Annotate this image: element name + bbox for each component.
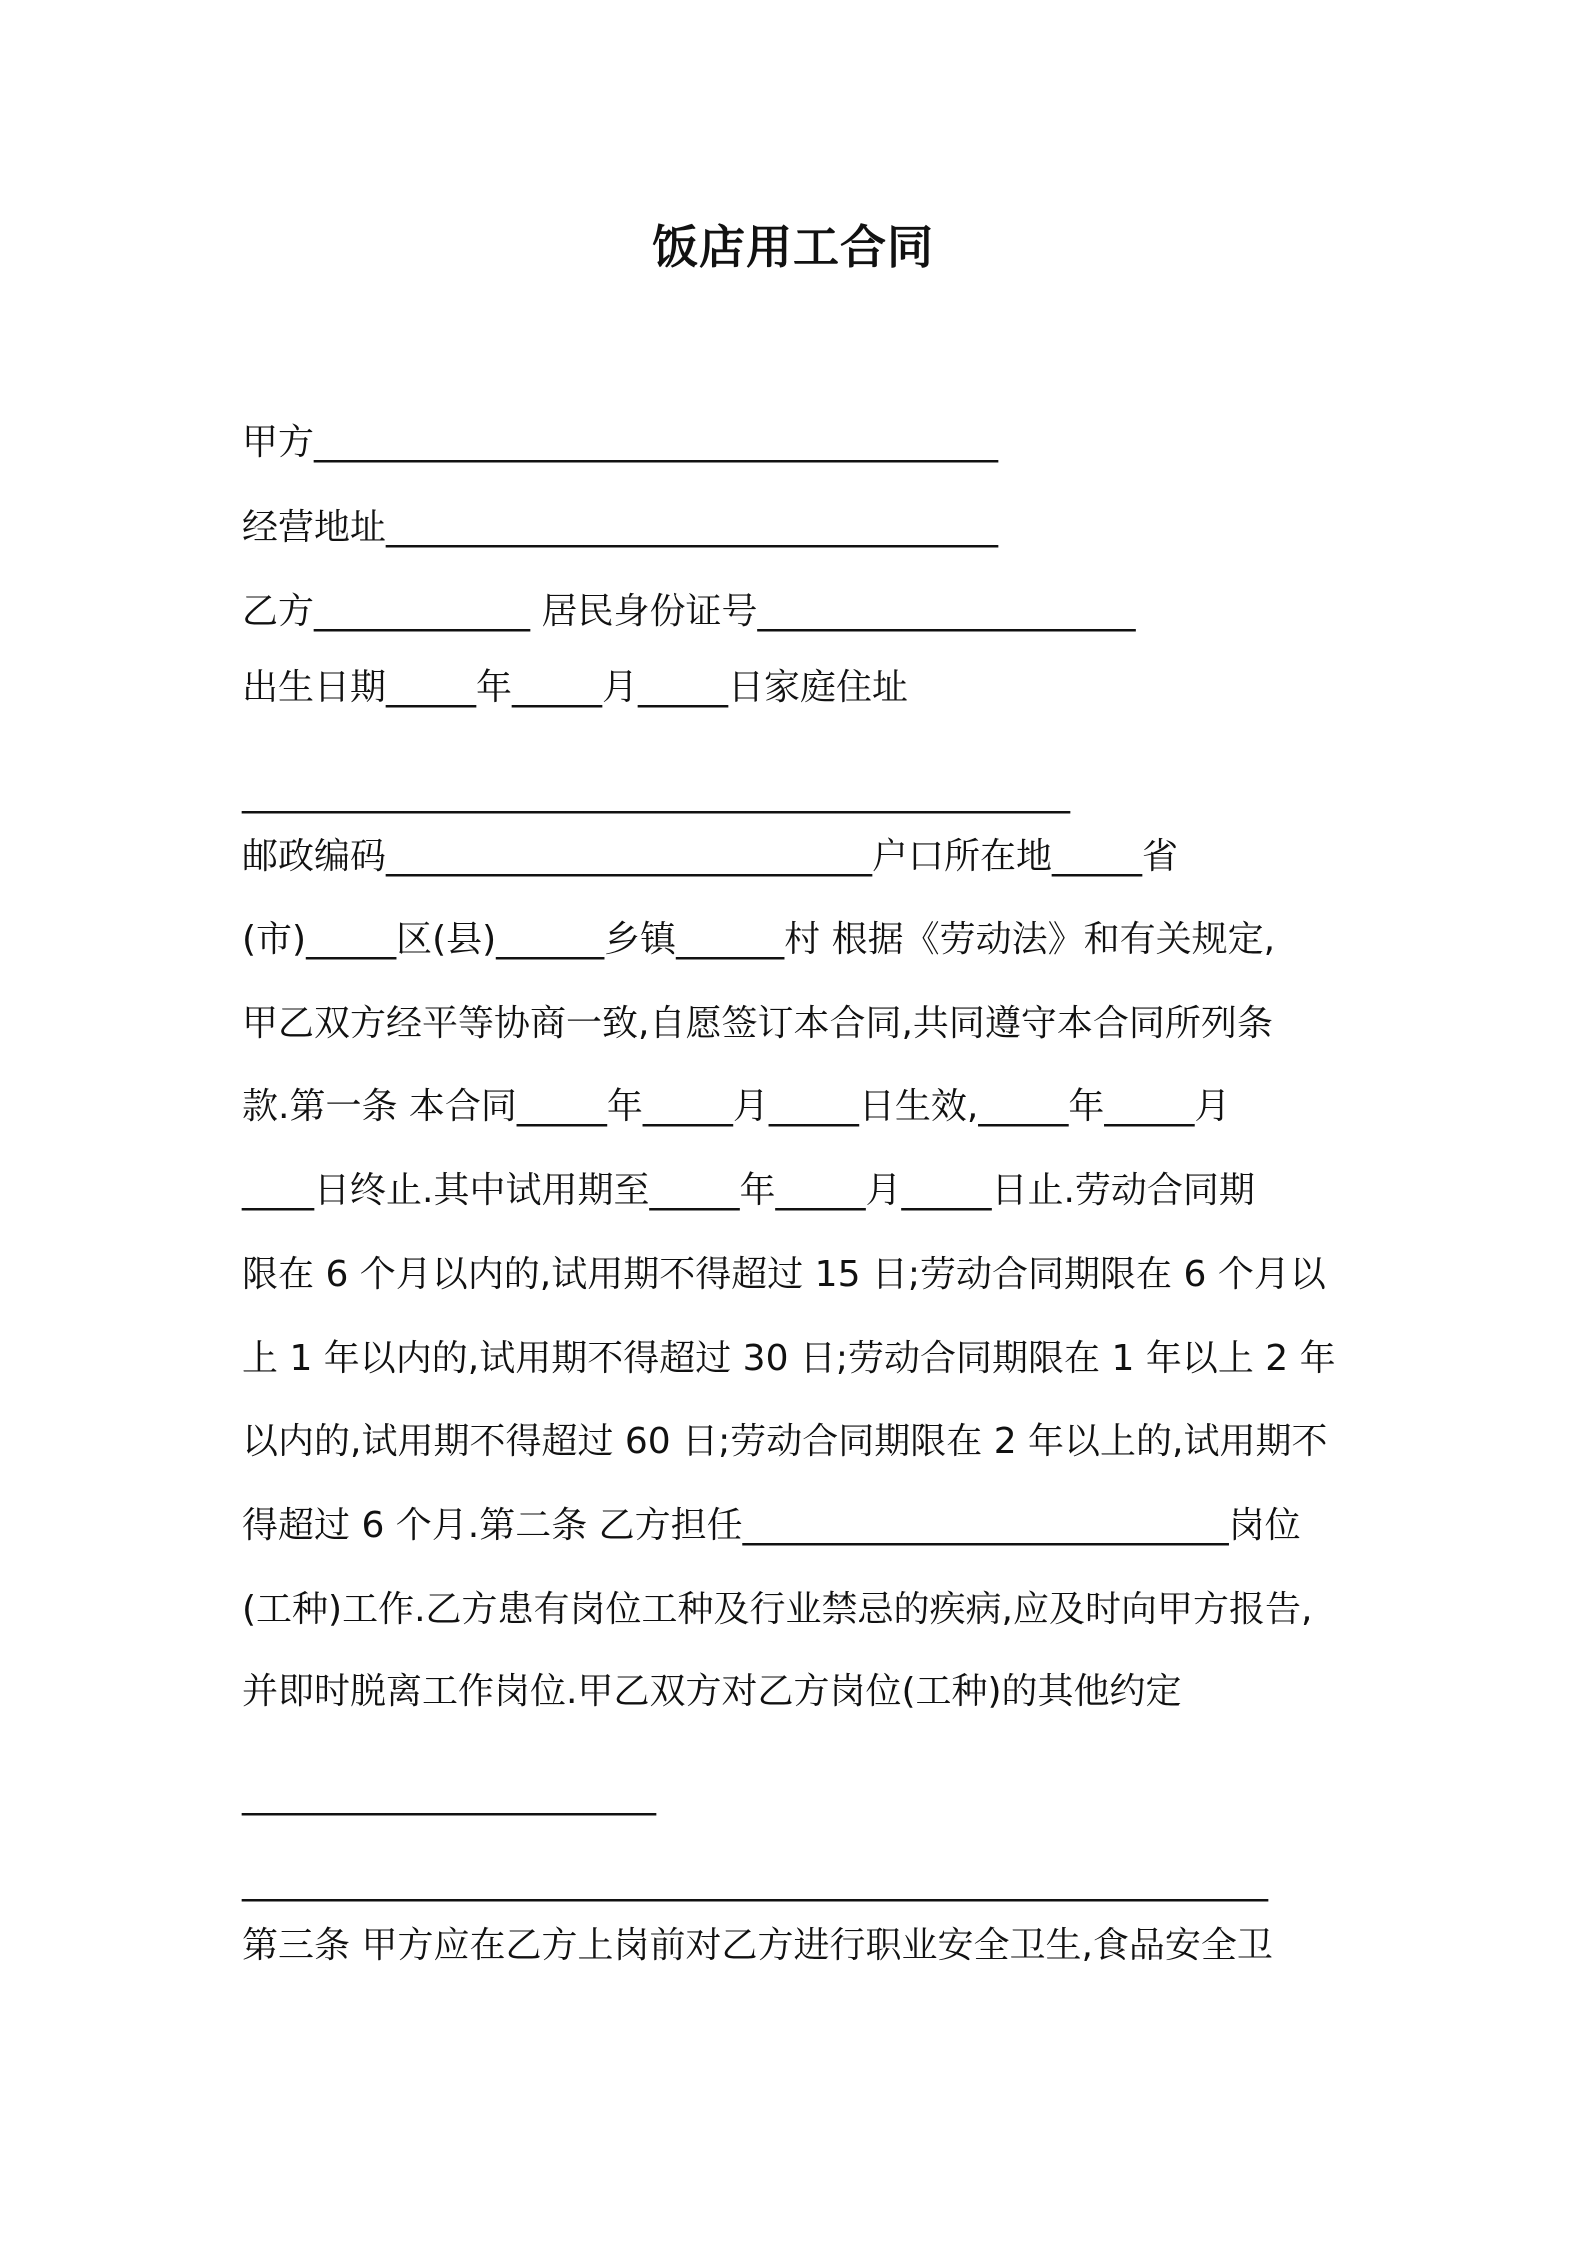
paragraph-line: 以内的,试用期不得超过 60 日;劳动合同期限在 2 年以上的,试用期不 bbox=[242, 1421, 1328, 1462]
birth-date-line: 出生日期_____年_____月_____日家庭住址 bbox=[242, 667, 909, 708]
party-b-id-line: 乙方____________ 居民身份证号_____________________ bbox=[242, 591, 1136, 632]
home-address-blank-line: ______________________________________________ bbox=[242, 773, 1070, 814]
paragraph-line: ____日终止.其中试用期至_____年_____月_____日止.劳动合同期 bbox=[242, 1170, 1255, 1211]
blank-line: _________________________________________________________ bbox=[242, 1861, 1268, 1902]
paragraph-line: 甲乙双方经平等协商一致,自愿签订本合同,共同遵守本合同所列条 bbox=[242, 1003, 1273, 1044]
blank-line: _______________________ bbox=[242, 1775, 656, 1816]
paragraph-line: (市)_____区(县)______乡镇______村 根据《劳动法》和有关规定, bbox=[242, 919, 1276, 960]
paragraph-line: 第三条 甲方应在乙方上岗前对乙方进行职业安全卫生,食品安全卫 bbox=[242, 1925, 1273, 1966]
paragraph-line: 上 1 年以内的,试用期不得超过 30 日;劳动合同期限在 1 年以上 2 年 bbox=[242, 1338, 1336, 1379]
postal-code-line: 邮政编码___________________________户口所在地_____省 bbox=[242, 836, 1179, 877]
business-address-line: 经营地址__________________________________ bbox=[242, 507, 999, 548]
paragraph-line: 款.第一条 本合同_____年_____月_____日生效,_____年_____月 bbox=[242, 1086, 1231, 1127]
page-title: 饭店用工合同 bbox=[652, 220, 934, 274]
paragraph-line: 限在 6 个月以内的,试用期不得超过 15 日;劳动合同期限在 6 个月以 bbox=[242, 1254, 1326, 1295]
paragraph-line: 并即时脱离工作岗位.甲乙双方对乙方岗位(工种)的其他约定 bbox=[242, 1671, 1182, 1712]
party-a-line: 甲方______________________________________ bbox=[242, 422, 998, 463]
paragraph-line: (工种)工作.乙方患有岗位工种及行业禁忌的疾病,应及时向甲方报告, bbox=[242, 1589, 1313, 1630]
paragraph-line: 得超过 6 个月.第二条 乙方担任___________________________岗位 bbox=[242, 1505, 1301, 1546]
